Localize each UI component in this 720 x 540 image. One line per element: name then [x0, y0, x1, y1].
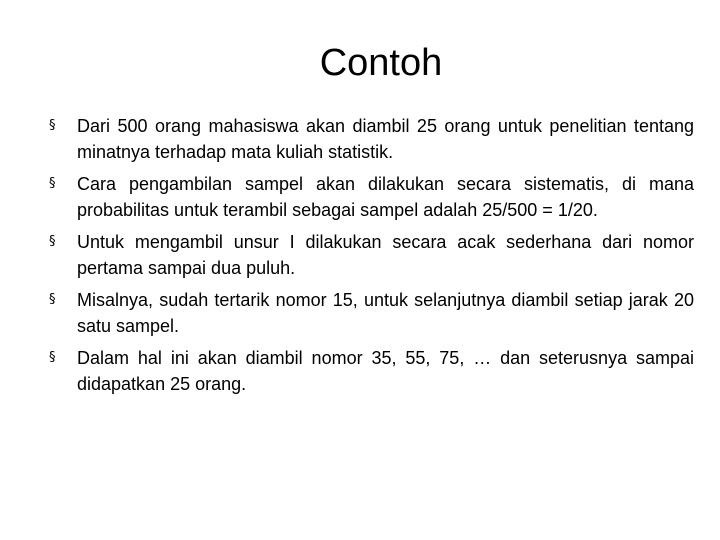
bullet-item: [48, 113, 694, 165]
bullet-marker-icon: §: [49, 350, 56, 365]
bullet-text: Cara pengambilan sampel akan dilakukan secara sistematis, di mana probabilitas untuk terambil sebagai sampel adalah 25/500 = 1/20.: [77, 174, 694, 220]
bullet-item: [48, 229, 694, 281]
bullet-list: [48, 113, 694, 403]
bullet-text: Misalnya, sudah tertarik nomor 15, untuk selanjutnya diambil setiap jarak 20 satu sampel.: [77, 290, 694, 336]
bullet-item: [48, 171, 694, 223]
bullet-text: Dalam hal ini akan diambil nomor 35, 55, 75, … dan seterusnya sampai didapatkan 25 orang.: [77, 348, 694, 394]
bullet-text: Untuk mengambil unsur I dilakukan secara acak sederhana dari nomor pertama sampai dua puluh.: [77, 232, 694, 278]
bullet-text: Dari 500 orang mahasiswa akan diambil 25 orang untuk penelitian tentang minatnya terhadap mata kuliah statistik.: [77, 116, 694, 162]
bullet-marker-icon: §: [49, 118, 56, 133]
bullet-item: [48, 287, 694, 339]
slide-title: Contoh: [319, 42, 443, 84]
bullet-marker-icon: §: [49, 292, 56, 307]
bullet-marker-icon: §: [49, 234, 56, 249]
bullet-marker-icon: §: [49, 176, 56, 191]
bullet-item: [48, 345, 694, 397]
